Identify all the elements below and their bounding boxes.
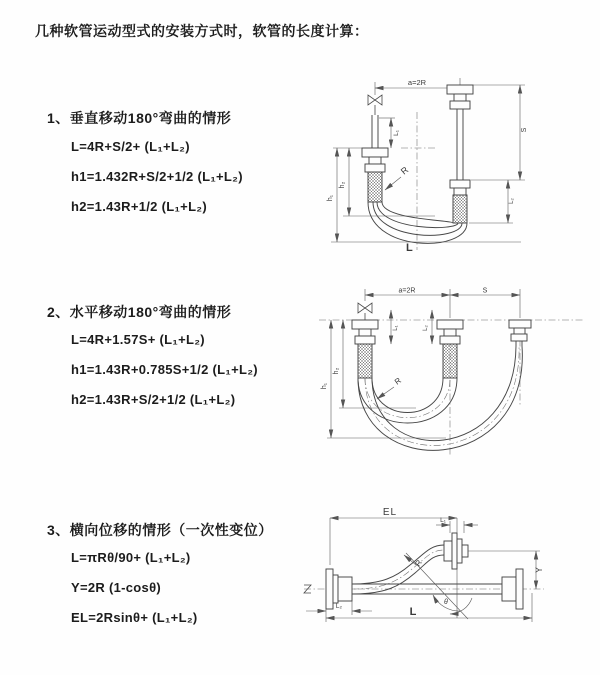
- diagram-horizontal-180-bend: [311, 286, 595, 472]
- dim-label-s: S: [521, 127, 528, 133]
- formula-1-h1: h1=1.432R+S/2+1/2 (L₁+L₂): [71, 169, 243, 184]
- centerlines: [398, 112, 435, 250]
- formula-1-h2: h2=1.43R+1/2 (L₁+L₂): [71, 199, 208, 214]
- dim-label-h1: h₁: [327, 194, 334, 202]
- formula-1-l: L=4R+S/2+ (L₁+L₂): [71, 139, 190, 154]
- diagram-lateral-displacement: [298, 503, 595, 653]
- dim-label-l2: L₂: [335, 603, 343, 610]
- dim-label-l2: L₂: [423, 325, 429, 331]
- formula-2-h1: h1=1.43R+0.785S+1/2 (L₁+L₂): [71, 362, 258, 377]
- dim-label-l1: L₁: [440, 517, 446, 524]
- dimension-lines: [327, 78, 528, 242]
- radius-label: R: [392, 375, 403, 387]
- formula-2-l: L=4R+1.57S+ (L₁+L₂): [71, 332, 205, 347]
- valve-icon: [358, 303, 372, 320]
- section-1-heading: 1、垂直移动180°弯曲的情形: [47, 110, 232, 126]
- hose-curves: [358, 346, 522, 450]
- hose-curves: [368, 202, 467, 243]
- middle-pipe-fitting: [437, 320, 463, 378]
- dim-label-y: Y: [534, 566, 544, 574]
- dim-label-l1: L₁: [393, 325, 399, 331]
- valve-icon: [368, 95, 382, 115]
- dim-label-l: L: [409, 606, 417, 618]
- formula-3-y: Y=2R (1-cosθ): [71, 580, 162, 595]
- left-pipe-fitting: [362, 115, 388, 202]
- page-title: 几种软管运动型式的安装方式时，软管的长度计算：: [35, 23, 369, 39]
- left-pipe-fitting: [352, 320, 378, 378]
- formula-3-el: EL=2Rsinθ+ (L₁+L₂): [71, 610, 198, 625]
- section-3-heading: 3、横向位移的情形（一次性变位）: [47, 522, 273, 538]
- length-label: L: [406, 242, 413, 254]
- hose-s-curve: [352, 545, 444, 594]
- dimension-lines: [321, 288, 520, 439]
- section-2-heading: 2、水平移动180°弯曲的情形: [47, 304, 232, 320]
- dim-label-l2: L₂: [509, 198, 515, 204]
- upper-right-flange: [444, 533, 468, 569]
- angle-label: θ: [444, 599, 448, 606]
- formula-2-h2: h2=1.43R+S/2+1/2 (L₁+L₂): [71, 392, 236, 407]
- dim-label-span: a=2R: [407, 78, 427, 87]
- dim-label-h1: h₁: [321, 382, 328, 390]
- right-pipe-fitting: [447, 85, 473, 223]
- lower-right-flange: [502, 569, 523, 609]
- dim-label-span: a=2R: [398, 287, 416, 295]
- dim-label-h2: h₂: [333, 367, 340, 375]
- radius-leader: [377, 387, 394, 399]
- radius-label: R: [413, 558, 424, 569]
- radius-label: R: [398, 164, 411, 177]
- dim-label-s: S: [482, 287, 488, 295]
- formula-3-l: L=πRθ/90+ (L₁+L₂): [71, 550, 191, 565]
- diagram-vertical-180-bend: [313, 70, 590, 258]
- radius-leader: [385, 177, 401, 190]
- dim-label-h2: h₂: [339, 181, 346, 189]
- dim-label-l1: L₁: [393, 130, 400, 136]
- dim-label-el: EL: [382, 507, 398, 518]
- left-flange: [304, 569, 352, 609]
